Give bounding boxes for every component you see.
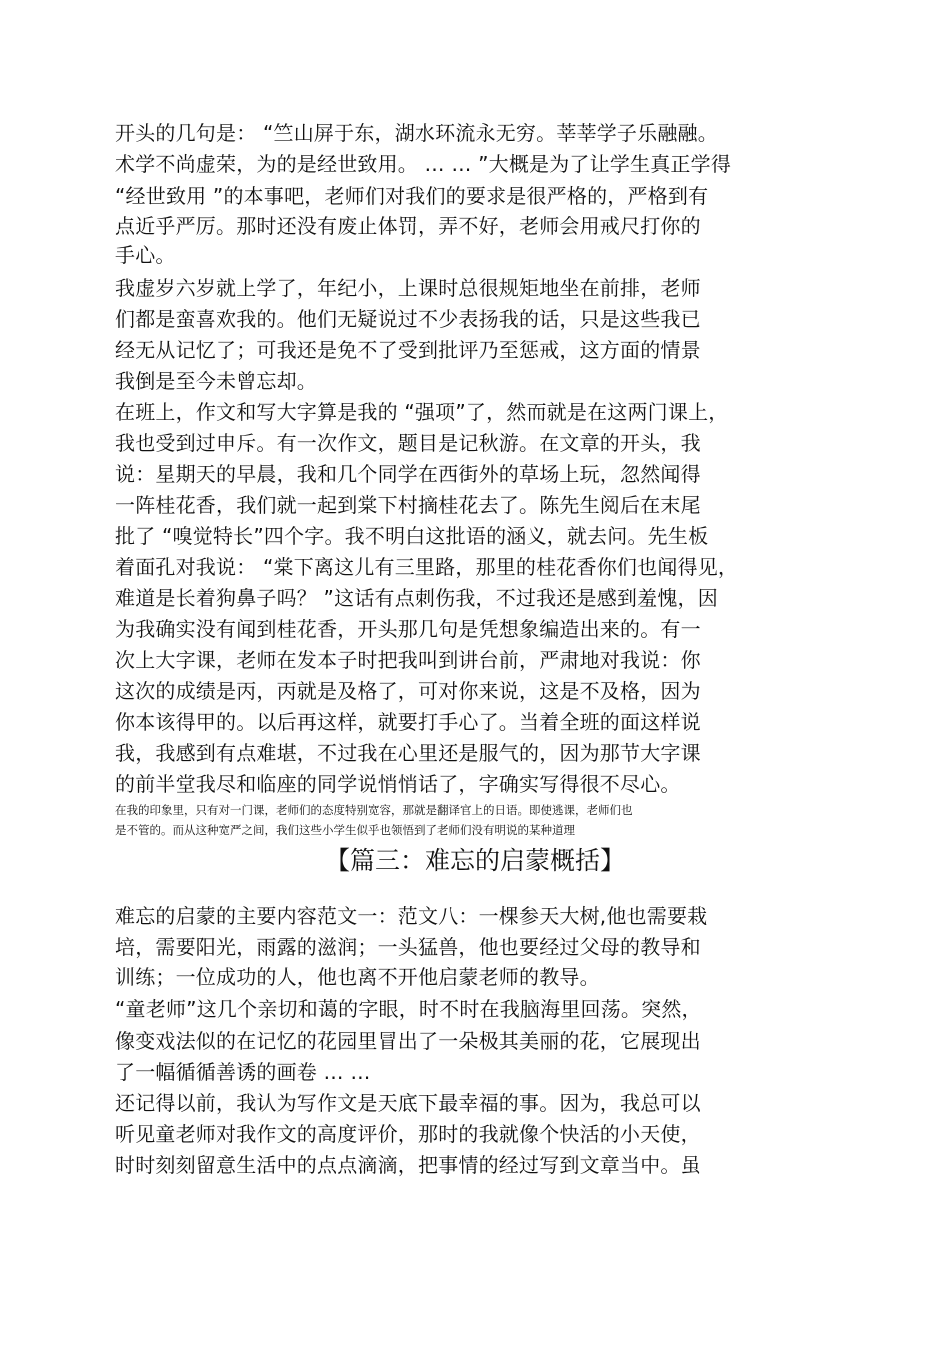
text-line: 我也受到过申斥。有一次作文，题目是记秋游。在文章的开头，我 xyxy=(115,431,701,455)
text-line: 批了 “嗅觉特长”四个字。我不明白这批语的涵义，就去问。先生板 xyxy=(115,524,709,548)
text-line: 我虚岁六岁就上学了，年纪小，上课时总很规矩地坐在前排，老师 xyxy=(115,276,701,300)
text-line: 点近乎严厉。那时还没有废止体罚，弄不好，老师会用戒尺打你的 xyxy=(115,214,701,238)
text-line: 了一幅循循善诱的画卷 … … xyxy=(115,1060,371,1084)
text-line: 在班上，作文和写大字算是我的 “强项”了，然而就是在这两门课上， xyxy=(115,400,729,424)
text-line: 为我确实没有闻到桂花香，开头那几句是凭想象编造出来的。有一 xyxy=(115,617,701,641)
text-line: 经无从记忆了；可我还是免不了受到批评乃至惩戒，这方面的情景 xyxy=(115,338,701,362)
small-text-line: 是不管的。而从这种宽严之间，我们这些小学生似乎也领悟到了老师们没有明说的某种道理 xyxy=(115,823,575,837)
text-line: 的前半堂我尽和临座的同学说悄悄话了，字确实写得很不尽心。 xyxy=(115,772,681,796)
text-line: 手心。 xyxy=(115,243,176,267)
text-line: 我，我感到有点难堪，不过我在心里还是服气的，因为那节大字课 xyxy=(115,741,701,765)
section-heading: 【篇三：难忘的启蒙概括】 xyxy=(324,846,625,875)
text-line: 难忘的启蒙的主要内容范文一：范文八：一棵参天大树,他也需要栽 xyxy=(115,904,708,928)
text-line: 你本该得甲的。以后再这样，就要打手心了。当着全班的面这样说 xyxy=(115,710,701,734)
text-line: “童老师”这几个亲切和蔼的字眼，时不时在我脑海里回荡。突然， xyxy=(115,997,702,1021)
text-line: 着面孔对我说： “棠下离这儿有三里路，那里的桂花香你们也闻得见， xyxy=(115,555,739,579)
text-line: 像变戏法似的在记忆的花园里冒出了一朵极其美丽的花，它展现出 xyxy=(115,1029,701,1053)
text-line: 还记得以前，我认为写作文是天底下最幸福的事。因为，我总可以 xyxy=(115,1091,701,1115)
text-line: 一阵桂花香，我们就一起到棠下村摘桂花去了。陈先生阅后在末尾 xyxy=(115,493,701,517)
small-text-line: 在我的印象里，只有对一门课，老师们的态度特别宽容，那就是翻译官上的日语。即使逃课，老师们也 xyxy=(115,803,633,817)
text-line: 听见童老师对我作文的高度评价，那时的我就像个快活的小天使， xyxy=(115,1122,701,1146)
text-line: 训练；一位成功的人，他也离不开他启蒙老师的教导。 xyxy=(115,965,600,989)
text-line: 我倒是至今未曾忘却。 xyxy=(115,369,317,393)
text-line: 培，需要阳光，雨露的滋润；一头猛兽，他也要经过父母的教导和 xyxy=(115,935,701,959)
text-line: 难道是长着狗鼻子吗？ ”这话有点刺伤我，不过我还是感到羞愧，因 xyxy=(115,586,718,610)
text-line: 开头的几句是： “竺山屏于东，湖水环流永无穷。莘莘学子乐融融。 xyxy=(115,121,718,145)
text-line: 这次的成绩是丙，丙就是及格了，可对你来说，这是不及格，因为 xyxy=(115,679,701,703)
text-line: “经世致用 ”的本事吧，老师们对我们的要求是很严格的，严格到有 xyxy=(115,184,709,208)
text-line: 次上大字课，老师在发本子时把我叫到讲台前，严肃地对我说：你 xyxy=(115,648,701,672)
text-line: 术学不尚虚荣，为的是经世致用。 … … ”大概是为了让学生真正学得 xyxy=(115,152,732,176)
text-line: 说：星期天的早晨，我和几个同学在西街外的草场上玩，忽然闻得 xyxy=(115,462,701,486)
text-line: 时时刻刻留意生活中的点点滴滴，把事情的经过写到文章当中。虽 xyxy=(115,1153,701,1177)
text-line: 们都是蛮喜欢我的。他们无疑说过不少表扬我的话，只是这些我已 xyxy=(115,307,701,331)
